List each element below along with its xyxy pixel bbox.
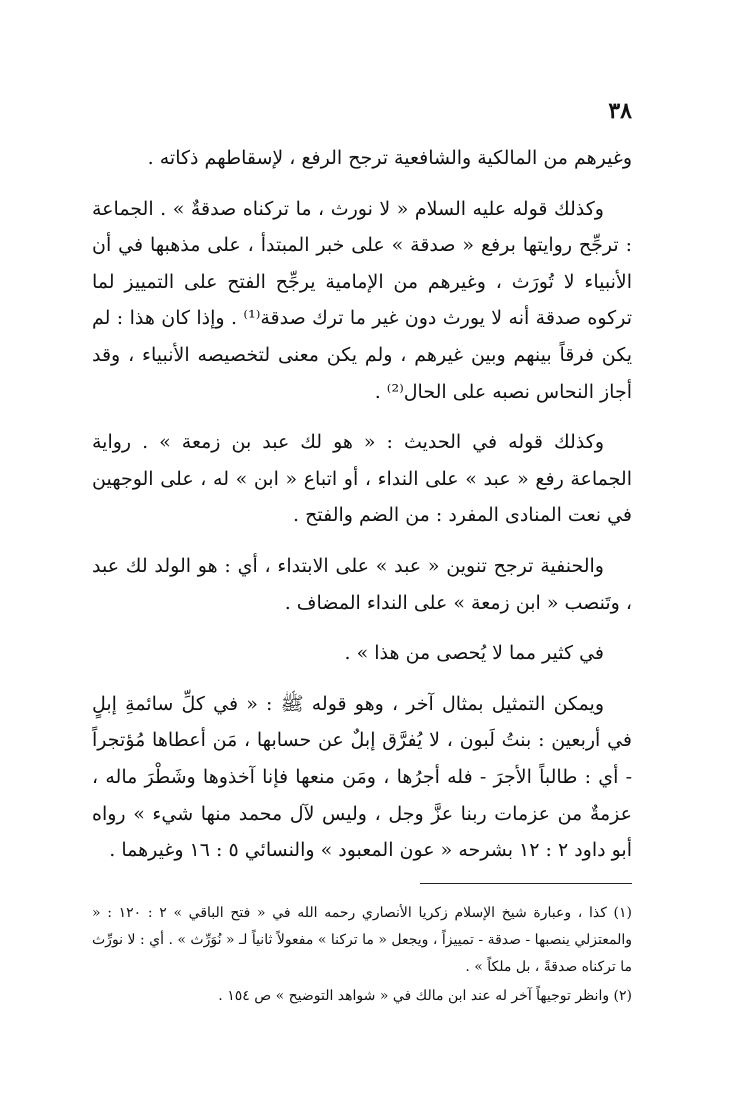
footnote-1: (١) كذا ، وعبارة شيخ الإسلام زكريا الأنصاري رحمه الله في « فتح الباقي » ٢ : ١٢٠ : « والمعتزلي ينصبها - صدقة - تمييزاً ، ويجعل « ما تركنا » مفعولاً ثانياً لـ « نُوَرِّث » . أي : لا نورِّث ما تركناه صدقةً ، بل ملكاً » . (92, 905, 632, 975)
footnote-divider (420, 883, 632, 884)
page-number: ٣٨ (608, 98, 632, 124)
main-text (92, 140, 632, 883)
footnotes (92, 900, 632, 1012)
paragraph-3: وكذلك قوله في الحديث : « هو لك عبد بن زمعة » . رواية الجماعة رفع « عبد » على النداء ، أو اتباع « ابن » له ، على الوجهين في نعت المنادى المفرد : من الضم والفتح . (92, 431, 632, 527)
paragraph-4: والحنفية ترجح تنوين « عبد » على الابتداء ، أي : هو الولد لك عبد ، وتَنصب « ابن زمعة » على النداء المضاف . (92, 554, 632, 614)
footnote-2: (٢) وانظر توجيهاً آخر له عند ابن مالك في « شواهد التوضيح » ص ١٥٤ . (218, 988, 632, 1004)
paragraph-2: وكذلك قوله عليه السلام « لا نورث ، ما تركناه صدقةٌ » . الجماعة : ترجِّح روايتها برفع « صدقة » على خبر المبتدأ ، على مذهبها في أن الأنبياء لا تُورَث ، وغيرهم من الإمامية يرجِّح الفتح على التمييز لما تركوه صدقة أنه لا يورث دون غير ما ترك صدقة⁽¹⁾ . وإذا كان هذا : لم يكن فرقاً بينهم وبين غيرهم ، ولم يكن معنى لتخصيصه الأنبياء ، وقد أجاز النحاس نصبه على الحال⁽²⁾ . (92, 197, 632, 403)
paragraph-6: ويمكن التمثيل بمثال آخر ، وهو قوله ﷺ : « في كلِّ سائمةِ إبلٍ في أربعين : بنتُ لَبون ، لا يُفرَّق إبلٌ عن حسابها ، مَن أعطاها مُؤتجراً - أي : طالباً الأجرَ - فله أجرُها ، ومَن منعها فإنا آخذوها وشَطْرَ ماله ، عزمةٌ من عزمات ربنا عزَّ وجل ، وليس لآل محمد منها شيء » رواه أبو داود ٢ : ١٢ بشرحه « عون المعبود » والنسائي ٥ : ١٦ وغيرهما . (92, 692, 632, 862)
paragraph-5: في كثير مما لا يُحصى من هذا » . (344, 642, 604, 665)
paragraph-1: وغيرهم من المالكية والشافعية ترجح الرفع ، لإسقاطهم ذكاته . (147, 147, 632, 169)
